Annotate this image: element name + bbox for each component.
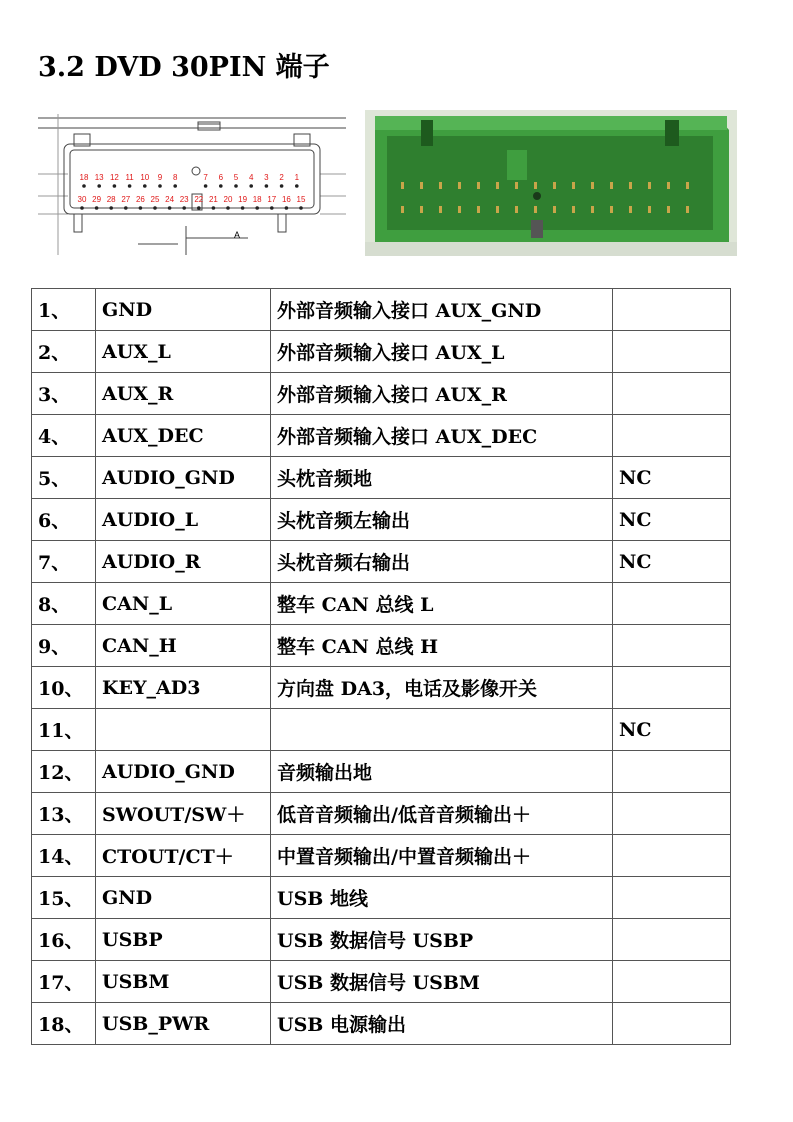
pin-number-cell: 2、 [32, 331, 96, 373]
table-row [32, 919, 731, 961]
pin-label: 22 [194, 195, 204, 204]
note-cell: NC [613, 457, 731, 499]
pin-label: 24 [165, 195, 175, 204]
photo-pin [572, 182, 575, 189]
pin-label: 10 [140, 173, 150, 182]
description-cell: 低音音频输出/低音音频输出＋ [271, 793, 613, 835]
pin-dot [139, 206, 143, 210]
table-row [32, 499, 731, 541]
pin-dot [95, 206, 99, 210]
pin-label: 11 [125, 173, 134, 182]
pin-dot [295, 184, 299, 188]
pin-label: 4 [248, 173, 254, 182]
note-cell: NC [613, 709, 731, 751]
note-cell [613, 1003, 731, 1045]
pin-number-cell: 18、 [32, 1003, 96, 1045]
table-row [32, 667, 731, 709]
photo-pin [496, 182, 499, 189]
pin-label: 18 [252, 195, 262, 204]
pin-label: 2 [279, 173, 284, 182]
pin-number-cell: 7、 [32, 541, 96, 583]
photo-pin [439, 182, 442, 189]
note-cell: NC [613, 499, 731, 541]
table-row [32, 457, 731, 499]
page-title: 3.2 DVD 30PIN 端子 [38, 52, 330, 83]
pin-dot [219, 184, 223, 188]
table-row [32, 541, 731, 583]
pin-dot [255, 206, 259, 210]
photo-pin [591, 182, 594, 189]
pin-dot [153, 206, 157, 210]
signal-name-cell: AUDIO_R [96, 541, 271, 583]
pin-label: 29 [92, 195, 102, 204]
note-cell [613, 919, 731, 961]
table-row [32, 751, 731, 793]
note-cell: NC [613, 541, 731, 583]
pin-label: 8 [172, 173, 178, 182]
pin-number-cell: 10、 [32, 667, 96, 709]
signal-name-cell: SWOUT/SW＋ [96, 793, 271, 835]
description-cell: 头枕音频左输出 [271, 499, 613, 541]
pin-number-cell: 6、 [32, 499, 96, 541]
photo-pin [458, 182, 461, 189]
description-cell: 头枕音频地 [271, 457, 613, 499]
photo-pin [610, 182, 613, 189]
pin-dot [173, 184, 177, 188]
pin-label: 21 [208, 195, 218, 204]
table-row [32, 709, 731, 751]
pin-number-cell: 5、 [32, 457, 96, 499]
table-row [32, 583, 731, 625]
section-marker: A [234, 230, 241, 240]
table-row [32, 415, 731, 457]
photo-pin [534, 206, 537, 213]
pin-label: 15 [296, 195, 306, 204]
pin-dot [128, 184, 132, 188]
photo-pin [629, 206, 632, 213]
signal-name-cell: CTOUT/CT＋ [96, 835, 271, 877]
pin-number-cell: 11、 [32, 709, 96, 751]
photo-pin [667, 182, 670, 189]
table-row [32, 961, 731, 1003]
signal-name-cell: AUDIO_GND [96, 457, 271, 499]
photo-pin [591, 206, 594, 213]
table-row [32, 877, 731, 919]
note-cell [613, 961, 731, 1003]
pin-dot [270, 206, 274, 210]
description-cell: 中置音频输出/中置音频输出＋ [271, 835, 613, 877]
pin-dot [97, 184, 101, 188]
signal-name-cell: USB_PWR [96, 1003, 271, 1045]
pin-number-cell: 13、 [32, 793, 96, 835]
photo-pin [686, 182, 689, 189]
note-cell [613, 667, 731, 709]
pin-number-cell: 9、 [32, 625, 96, 667]
signal-name-cell: CAN_H [96, 625, 271, 667]
note-cell [613, 289, 731, 331]
pin-dot [204, 184, 208, 188]
signal-name-cell: GND [96, 877, 271, 919]
pin-label: 13 [94, 173, 104, 182]
photo-pin [401, 206, 404, 213]
photo-pin [477, 206, 480, 213]
pin-dot [109, 206, 113, 210]
pin-label: 9 [157, 173, 163, 182]
note-cell [613, 583, 731, 625]
pin-label: 5 [233, 173, 239, 182]
pin-label: 12 [109, 173, 119, 182]
note-cell [613, 877, 731, 919]
table-row [32, 793, 731, 835]
pin-number-cell: 14、 [32, 835, 96, 877]
pin-table [31, 288, 731, 1045]
pin-dot [80, 206, 84, 210]
description-cell: USB 电源输出 [271, 1003, 613, 1045]
photo-pin [439, 206, 442, 213]
pin-number-cell: 16、 [32, 919, 96, 961]
note-cell [613, 751, 731, 793]
signal-name-cell: AUX_DEC [96, 415, 271, 457]
pin-number-cell: 8、 [32, 583, 96, 625]
pin-number-cell: 12、 [32, 751, 96, 793]
pin-dot [82, 184, 86, 188]
photo-pin [629, 182, 632, 189]
description-cell: USB 数据信号 USBP [271, 919, 613, 961]
description-cell: 外部音频输入接口 AUX_R [271, 373, 613, 415]
photo-pin [667, 206, 670, 213]
pin-number-cell: 15、 [32, 877, 96, 919]
table-row [32, 1003, 731, 1045]
description-cell: 音频输出地 [271, 751, 613, 793]
pin-label: 17 [267, 195, 277, 204]
connector-diagram [38, 114, 346, 255]
photo-pin [515, 206, 518, 213]
description-cell: 头枕音频右输出 [271, 541, 613, 583]
table-row [32, 331, 731, 373]
pin-dot [226, 206, 230, 210]
pin-label: 7 [203, 173, 208, 182]
photo-pin [534, 182, 537, 189]
note-cell [613, 373, 731, 415]
signal-name-cell: AUX_L [96, 331, 271, 373]
signal-name-cell: GND [96, 289, 271, 331]
photo-pin [553, 206, 556, 213]
pin-dot [241, 206, 245, 210]
table-row [32, 289, 731, 331]
signal-name-cell: AUDIO_GND [96, 751, 271, 793]
photo-pin [477, 182, 480, 189]
top-pin-row [80, 173, 300, 188]
photo-pin [515, 182, 518, 189]
description-cell: 外部音频输入接口 AUX_DEC [271, 415, 613, 457]
pin-label: 19 [238, 195, 248, 204]
photo-pin [401, 182, 404, 189]
pin-dot [234, 184, 238, 188]
description-cell: USB 数据信号 USBM [271, 961, 613, 1003]
pin-dot [299, 206, 303, 210]
description-cell: 整车 CAN 总线 H [271, 625, 613, 667]
pin-label: 27 [121, 195, 131, 204]
note-cell [613, 793, 731, 835]
photo-pin [648, 206, 651, 213]
pin-label: 26 [135, 195, 145, 204]
pin-number-cell: 4、 [32, 415, 96, 457]
photo-pin [610, 206, 613, 213]
signal-name-cell [96, 709, 271, 751]
pin-dot [249, 184, 253, 188]
photo-pin [648, 182, 651, 189]
pin-label: 23 [179, 195, 189, 204]
description-cell: 外部音频输入接口 AUX_L [271, 331, 613, 373]
pin-number-cell: 1、 [32, 289, 96, 331]
signal-name-cell: CAN_L [96, 583, 271, 625]
pin-label: 16 [281, 195, 291, 204]
note-cell [613, 835, 731, 877]
pin-dot [265, 184, 269, 188]
pin-dot [113, 184, 117, 188]
pin-dot [143, 184, 147, 188]
description-cell: USB 地线 [271, 877, 613, 919]
note-cell [613, 415, 731, 457]
signal-name-cell: USBM [96, 961, 271, 1003]
description-cell: 外部音频输入接口 AUX_GND [271, 289, 613, 331]
pin-label: 30 [77, 195, 87, 204]
pin-number-cell: 3、 [32, 373, 96, 415]
pin-dot [158, 184, 162, 188]
photo-pin [420, 182, 423, 189]
pin-label: 18 [79, 173, 89, 182]
pin-label: 28 [106, 195, 116, 204]
photo-pin [572, 206, 575, 213]
pin-dot [285, 206, 289, 210]
pin-dot [182, 206, 186, 210]
pin-dot [168, 206, 172, 210]
photo-pin [420, 206, 423, 213]
description-cell: 方向盘 DA3，电话及影像开关 [271, 667, 613, 709]
photo-pin [686, 206, 689, 213]
table-row [32, 835, 731, 877]
note-cell [613, 625, 731, 667]
pin-label: 6 [218, 173, 224, 182]
signal-name-cell: AUX_R [96, 373, 271, 415]
photo-pin [458, 206, 461, 213]
photo-pin [553, 182, 556, 189]
signal-name-cell: KEY_AD3 [96, 667, 271, 709]
pin-dot [212, 206, 216, 210]
note-cell [613, 331, 731, 373]
pin-label: 20 [223, 195, 233, 204]
table-row [32, 625, 731, 667]
signal-name-cell: USBP [96, 919, 271, 961]
pin-dot [124, 206, 128, 210]
connector-photo [365, 110, 737, 256]
pin-dot [197, 206, 201, 210]
table-row [32, 373, 731, 415]
pin-number-cell: 17、 [32, 961, 96, 1003]
description-cell [271, 709, 613, 751]
pin-label: 3 [264, 173, 269, 182]
pin-label: 1 [294, 173, 300, 182]
photo-pin [496, 206, 499, 213]
description-cell: 整车 CAN 总线 L [271, 583, 613, 625]
pin-label: 25 [150, 195, 160, 204]
signal-name-cell: AUDIO_L [96, 499, 271, 541]
pin-dot [280, 184, 284, 188]
